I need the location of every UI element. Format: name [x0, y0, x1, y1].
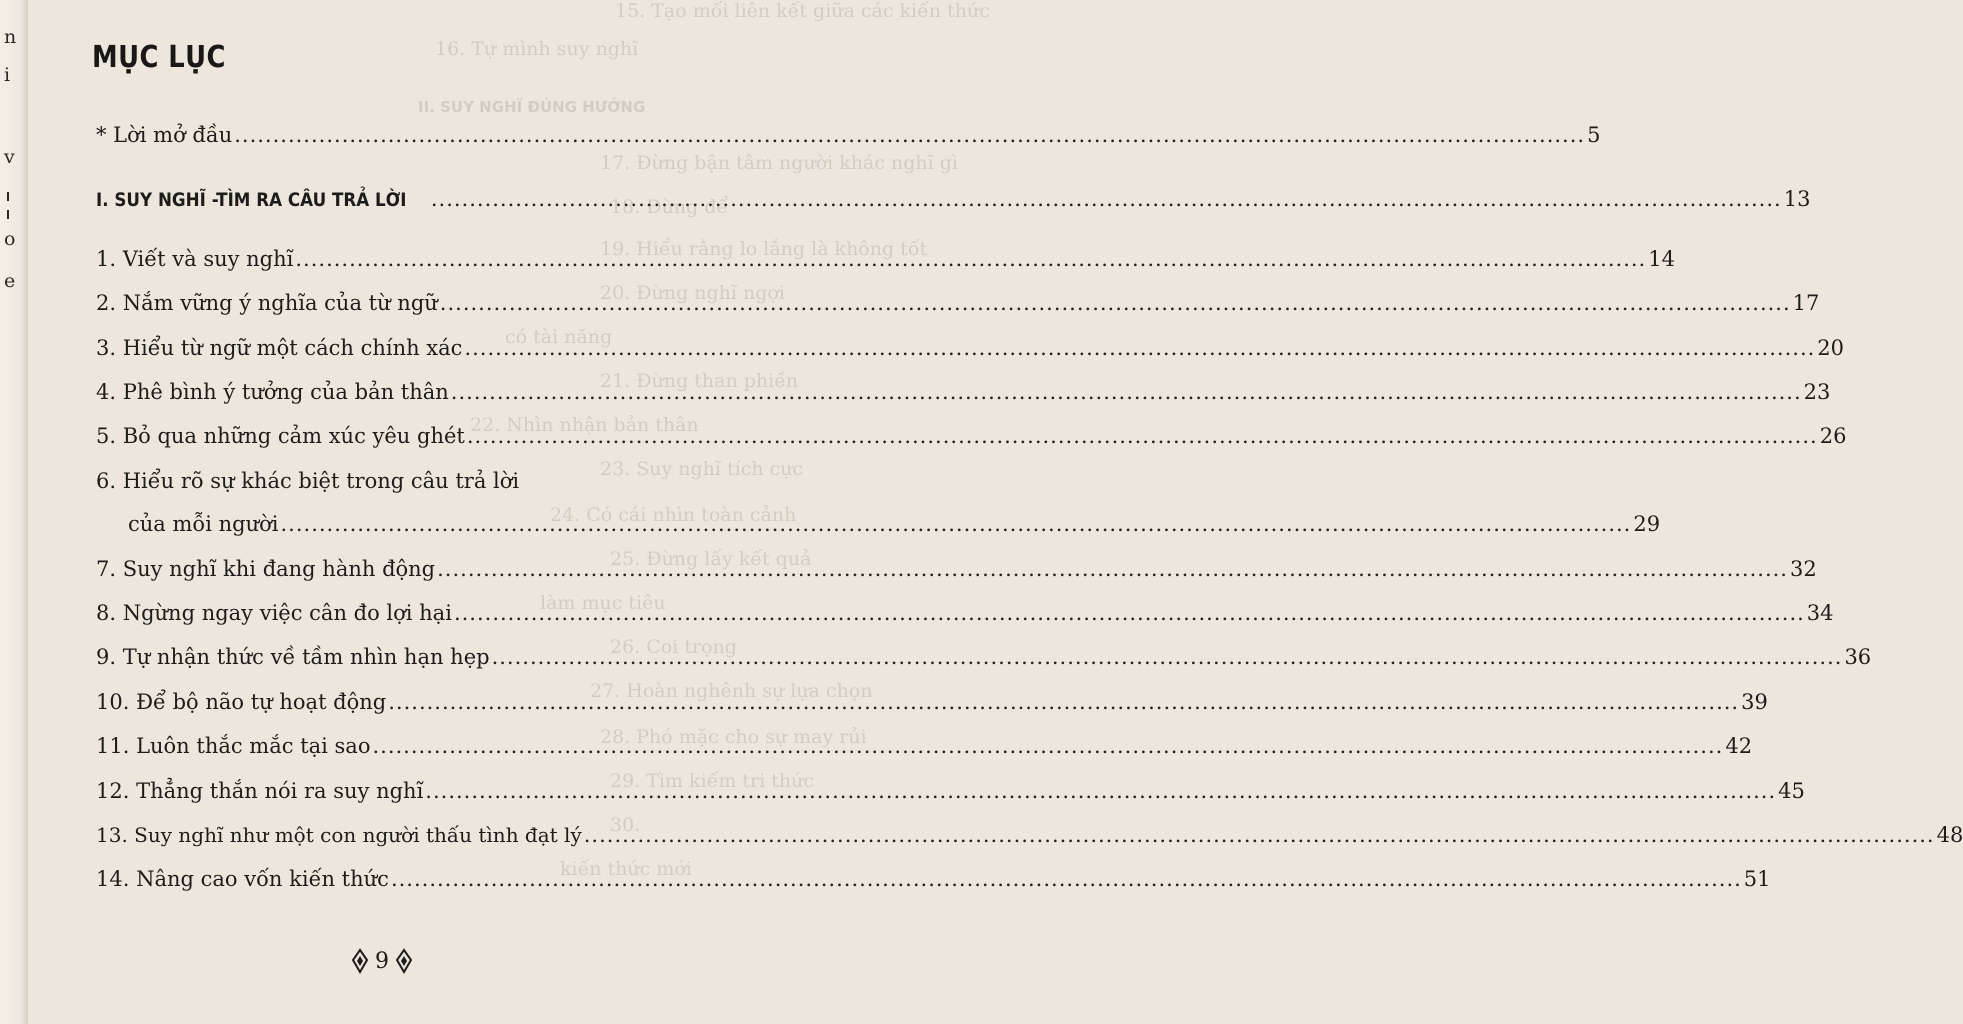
toc-entry-title: 14. Nâng cao vốn kiến thức	[96, 867, 389, 891]
toc-entry-page: 14	[1648, 247, 1675, 271]
dot-leader	[464, 333, 1815, 363]
toc-entry-title: 6. Hiểu rõ sự khác biệt trong câu trả lời	[96, 469, 520, 493]
toc-entry	[96, 333, 1845, 363]
toc-entry-page: 17	[1792, 291, 1820, 315]
toc-entry-title: 5. Bỏ qua những cảm xúc yêu ghét	[96, 424, 465, 448]
dot-leader	[437, 554, 1788, 584]
dot-leader	[451, 377, 1802, 407]
toc-entry-title: 7. Suy nghĩ khi đang hành động	[96, 557, 436, 581]
toc-entry	[96, 642, 1872, 672]
toc-entry-page: 48	[1936, 823, 1963, 847]
toc-entry	[96, 731, 1753, 761]
margin-fragment: n	[4, 26, 17, 48]
toc-entry	[96, 554, 1817, 584]
page-number	[344, 946, 420, 976]
toc-entry-title: 1. Viết và suy nghĩ	[96, 247, 294, 271]
margin-fragment: o	[4, 228, 16, 250]
toc-entry-page: 26	[1819, 424, 1847, 448]
dot-leader	[425, 776, 1776, 806]
ornament-right-icon	[395, 948, 413, 974]
dot-leader	[584, 820, 1935, 850]
toc-entry	[96, 244, 1675, 274]
dot-leader	[454, 598, 1805, 628]
toc-entry-page: 51	[1743, 867, 1771, 891]
dot-leader	[295, 244, 1646, 274]
toc-entry-page: 13	[1783, 187, 1811, 211]
toc-entry-page: 23	[1803, 380, 1831, 404]
dot-leader	[281, 509, 1632, 539]
toc-entry	[96, 288, 1820, 318]
margin-fragment: e	[4, 270, 16, 292]
page-title: MỤC LỤC	[92, 40, 226, 75]
toc-entry-title: 2. Nắm vững ý nghĩa của từ ngữ	[96, 291, 438, 315]
toc-entry	[96, 421, 1847, 451]
toc-entry-title: 12. Thẳng thắn nói ra suy nghĩ	[96, 779, 424, 803]
dot-leader	[388, 687, 1739, 717]
dot-leader	[431, 184, 1782, 214]
toc-entry-page: 20	[1817, 336, 1845, 360]
toc-entry	[96, 776, 1805, 806]
dot-leader	[391, 864, 1742, 894]
toc-entry	[96, 598, 1834, 628]
previous-page-edge	[0, 0, 28, 1024]
toc-entry-title: 11. Luôn thắc mắc tại sao	[96, 734, 371, 758]
dot-leader	[440, 288, 1791, 318]
ornament-left-icon	[351, 948, 369, 974]
toc-entry-page: 36	[1844, 645, 1872, 669]
toc-entry-title: * Lời mở đầu	[96, 123, 233, 147]
toc-entry-title: 3. Hiểu từ ngữ một cách chính xác	[96, 336, 463, 360]
toc-entry-page: 32	[1789, 557, 1817, 581]
toc-entry-continuation: của mỗi người	[128, 512, 279, 536]
toc-entry-title: 9. Tự nhận thức về tầm nhìn hạn hẹp	[96, 645, 490, 669]
toc-entry-page: 39	[1741, 690, 1768, 714]
toc-entry-page: 29	[1633, 512, 1661, 536]
toc-entry-title: 10. Để bộ não tự hoạt động	[96, 690, 387, 714]
toc-section-title: I. SUY NGHĨ -TÌM RA CÂU TRẢ LỜI	[96, 189, 407, 211]
toc-entry-page: 45	[1778, 779, 1805, 803]
dot-leader	[372, 731, 1723, 761]
toc-entry-title: 4. Phê bình ý tưởng của bản thân	[96, 380, 449, 404]
toc-section-heading	[96, 184, 1811, 214]
page-number-value: 9	[375, 948, 389, 974]
toc-entry-title: 8. Ngừng ngay việc cân đo lợi hại	[96, 601, 452, 625]
toc-entry	[128, 509, 1661, 539]
toc-entry	[96, 820, 1963, 850]
toc-entry-page: 42	[1725, 734, 1753, 758]
toc-entry	[96, 377, 1831, 407]
toc-entry	[96, 687, 1768, 717]
margin-fragment: v	[4, 146, 15, 168]
toc-entry-page: 5	[1587, 123, 1601, 147]
toc-entry-preface	[96, 120, 1601, 150]
toc-entry-title: 13. Suy nghĩ như một con người thấu tình đạt lý	[96, 823, 582, 847]
dot-leader	[467, 421, 1818, 451]
dot-leader	[234, 120, 1585, 150]
toc-entry-page: 34	[1806, 601, 1834, 625]
dot-leader	[492, 642, 1843, 672]
toc-entry	[96, 864, 1771, 894]
margin-fragment: i	[4, 64, 11, 86]
